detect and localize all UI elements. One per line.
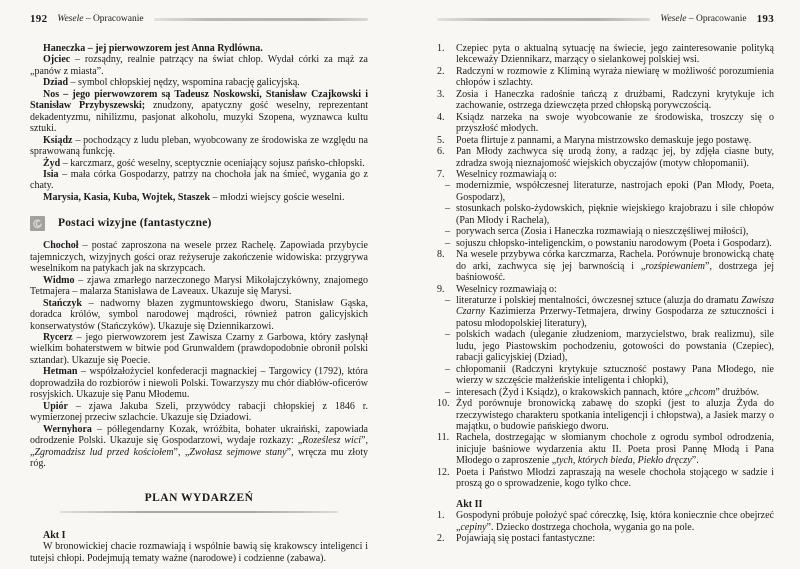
list-item [437, 467, 774, 490]
character-paragraph: Nos – jego pierwowzorem są Tadeusz Noskowski, Stanisław Czajkowski i Stanisław Przybyszewski; znudzony, apatyczny gość weselny, reprezentant dekadentyzmu, nihilizmu, pasjonat alkoholu, muzyki Szopena, wyznawca kultu sztuki. [30, 88, 368, 135]
left-body [30, 43, 368, 564]
list-text: Rachela, dostrzegając w słomianym chochole z ogrodu symbol odrodzenia, inicjuje baśniowe wydarzenia aktu II. Poeta prosi Pannę Młodą i Pana Młodego o zaproszenie „tych, których bieda, Piekło dręczy”. [456, 432, 774, 467]
list-marker: 10. [437, 398, 450, 410]
list-text: Poeta i Państwo Młodzi zapraszają na wesele chochoła stojącego w sadzie i proszą go o sprowadzenie, kogo tylko chce. [456, 466, 774, 490]
list-text: literaturze i polskiej mentalności, ówczesnej sztuce (aluzja do dramatu Zawisza Czarny Kazimierza Przerwy-Tetmajera, drwiny Gospodarza ze sztuczności i patosu młodopolskiej literatury), [456, 294, 774, 329]
list-item [437, 146, 774, 169]
list-item [437, 284, 774, 295]
running-title: Wesele – Opracowanie [57, 14, 144, 24]
list-text: Weselnicy rozmawiają o: [456, 283, 557, 295]
list-text: Na wesele przybywa córka karczmarza, Rachela. Porównuje bronowicką chatę do arki, zachwyca się jej barwnością i „rozśpiewaniem”, dostrzega jej baśniowość. [456, 249, 774, 284]
character-paragraph: Haneczka – jej pierwowzorem jest Anna Rydlówna. [43, 43, 263, 54]
list-marker: 11. [437, 432, 450, 444]
list-item [437, 226, 774, 237]
section-title: Postaci wizyjne (fantastyczne) [58, 217, 212, 230]
vision-paragraph: Wernyhora – półlegendarny Kozak, wróżbita, bohater ukraiński, zapowiada odrodzenie Polski. Ukazuje się Gospodarzowi, wydaje rozkazy: „Roześlesz wici”, „Zgromadzisz lud przed kościołem”, „Zwołasz sejmowe stany”, wręcza mu złoty róg. [30, 423, 368, 469]
list-marker: 3. [437, 88, 445, 100]
vision-paragraph: Rycerz – jego pierwowzorem jest Zawisza Czarny z Garbowa, który zasłynął wielkim bohaterstwem w bitwie pod Grunwaldem (prawdopodobnie obronił polski sztandar). Ukazuje się Poecie. [30, 331, 368, 366]
character-paragraph: Marysia, Kasia, Kuba, Wojtek, Staszek – młodzi wiejscy goście weselni. [43, 191, 345, 203]
list-item [437, 89, 774, 112]
act1-text: W bronowickiej chacie rozmawiają i wspólnie bawią się krakowscy inteligenci i tutejsi chłopi. Podejmują tematy ważne (narodowe) i codzienne (zabawa). [30, 541, 368, 564]
list-text: modernizmie, współczesnej literaturze, nastrojach epoki (Pan Młody, Poeta, Gospodarz), [456, 180, 774, 203]
list-text: Weselnicy rozmawiają o: [456, 168, 557, 180]
list-item [437, 180, 774, 203]
list-item [437, 43, 774, 66]
list-marker: 4. [437, 111, 445, 123]
list-text: Akt II [456, 498, 483, 510]
section-header [30, 216, 368, 231]
page-number: 193 [756, 13, 774, 25]
list-item [437, 499, 774, 510]
list-text: Zosia i Haneczka radośnie tańczą z drużbami, Radczyni krytykuje ich zachowanie, ostrzega dziewczęta przed chłopską porywczością. [456, 88, 774, 112]
act1-heading: Akt I [43, 529, 66, 541]
plan-heading: PLAN WYDARZEŃ [144, 492, 254, 505]
vision-paragraph: Widmo – zjawa zmarłego narzeczonego Marysi Mikołajczykówny, znajomego Tetmajera – malarza Stanisława de Laveaux. Ukazuje się Marysi. [30, 274, 368, 298]
list-item [437, 112, 774, 135]
list-item [437, 238, 774, 249]
vision-paragraph: Chochoł – postać zaproszona na wesele przez Rachelę. Zapowiada przybycie tajemniczych, wizyjnych gości oraz reżyseruje zakończenie widowiska: przygrywa weselnikom na patykach jak na skrzypcach. [30, 240, 368, 275]
list-text: Pan Młody zachwyca się urodą żony, a radząc jej, by zdjęła ciasne buty, zdradza swoją nieznajomość wiejskich obyczajów (motyw chłopomanii). [456, 146, 774, 169]
list-marker: 12. [437, 466, 450, 478]
list-text: stosunkach polsko-żydowskich, pięknie wiejskiego krajobrazu i sile chłopów (Pan Młody i Rachela), [456, 203, 774, 226]
page-header-right [437, 12, 774, 26]
list-text: interesach (Żyd i Ksiądz), o krakowskich pannach, które „chcom” drużbów. [456, 386, 760, 398]
list-item [437, 398, 774, 432]
character-paragraph: Isia – mała córka Gospodarzy, patrzy na chochoła jak na śmieć, wygania go z chaty. [30, 168, 368, 192]
running-title: Wesele – Opracowanie [660, 14, 747, 24]
list-marker: – [445, 203, 450, 215]
ornament-icon [30, 216, 45, 231]
list-item [437, 249, 774, 283]
vision-paragraph: Upiór – zjawa Jakuba Szeli, przywódcy rabacji chłopskiej z 1846 r. wymierzonej przeciw szlachcie. Ukazuje się Dziadowi. [30, 400, 368, 424]
list-item [437, 66, 774, 89]
list-text: Pojawiają się postaci fantastyczne: [456, 533, 596, 545]
list-item [437, 387, 774, 398]
vision-character-list [30, 240, 368, 469]
list-marker: 6. [437, 146, 445, 158]
list-marker: 1. [437, 43, 445, 54]
list-item [437, 533, 774, 544]
vision-paragraph: Stańczyk – nadworny błazen zygmuntowskiego dworu, Stanisław Gąska, doradca królów, symbol narodowej mądrości, również patron galicyjskich konserwatystów (Stańczyków). Ukazuje się Dziennikarzowi. [30, 297, 368, 332]
list-marker: – [445, 386, 450, 398]
list-marker: 7. [437, 168, 445, 180]
plan-wydarzen-block [30, 493, 368, 512]
list-text: Żyd porównuje bronowicką zabawę do szopki (jest to aluzja Żyda do rzeczywistego charakteru spotkania inteligencji i chłopstwa), a Jasiek marzy o majątku, o budowie pańskiego dworu. [456, 398, 774, 432]
list-marker: – [445, 329, 450, 341]
list-marker: – [445, 363, 450, 375]
header-rule [437, 18, 650, 21]
list-marker [437, 499, 456, 510]
list-text: Radczyni w rozmowie z Kliminą wyraża niewiarę w możliwość porozumienia chłopów i szlachty. [456, 65, 774, 89]
event-plan-list [437, 43, 774, 544]
character-paragraph: Ojciec – rozsądny, realnie patrzący na świat chłop. Wydał córki za mąż za „panów z miasta”. [30, 54, 368, 77]
list-item [437, 510, 774, 533]
list-marker: 1. [437, 510, 445, 522]
list-item [437, 329, 774, 363]
list-item [437, 203, 774, 226]
page-left [30, 12, 368, 564]
list-item [437, 135, 774, 146]
list-item [437, 432, 774, 466]
list-text: chłopomanii (Radczyni krytykuje sztuczność postawy Pana Młodego, nie wierzy w szczęście małżeńskie inteligenta i chłopki), [456, 363, 774, 387]
header-rule [154, 18, 368, 21]
list-text: porywach serca (Zosia i Haneczka rozmawiają o nieszczęśliwej miłości), [456, 226, 749, 238]
list-marker: 2. [437, 65, 445, 77]
list-item [437, 169, 774, 180]
list-text: sojuszu chłopsko-inteligenckim, o powstaniu narodowym (Poeta i Gospodarz). [456, 237, 772, 249]
plan-rule [60, 511, 337, 513]
page-number: 192 [30, 13, 48, 25]
list-text: Poeta flirtuje z pannami, a Maryna mistrzowsko demaskuje jego postawę. [456, 134, 752, 146]
list-marker: – [445, 180, 450, 192]
list-marker: – [445, 237, 450, 249]
list-marker: 5. [437, 134, 445, 146]
list-marker: – [445, 294, 450, 306]
page-right [437, 12, 774, 544]
character-paragraph: Żyd – karczmarz, gość weselny, sceptycznie oceniający sojusz pańsko-chłopski. [43, 157, 365, 169]
character-list [30, 43, 368, 203]
list-text: Gospodyni próbuje położyć spać córeczkę, Isię, która koniecznie chce obejrzeć „cepiny”. Dziecko dostrzega chochoła, wygania go na pole. [456, 510, 774, 533]
list-item [437, 364, 774, 387]
character-paragraph: Dziad – symbol chłopskiej nędzy, wspomina rabację galicyjską. [43, 77, 300, 89]
list-marker: – [445, 226, 450, 238]
list-text: Czepiec pyta o aktualną sytuację na świecie, jego zainteresowanie polityką lekceważy Dziennikarz, marzący o sielankowej polskiej wsi. [456, 43, 774, 66]
list-marker: 9. [437, 283, 445, 295]
page-header-left [30, 12, 368, 26]
list-marker: 8. [437, 249, 445, 261]
list-item [437, 295, 774, 329]
list-text: polskich wadach (uleganie złudzeniom, marzycielstwo, brak realizmu), sile ludu, jego Piastowskim pochodzeniu, gotowości do powstania (Czepiec), rabacji galicyjskiej (Dziad), [456, 329, 774, 364]
vision-paragraph: Hetman – współzałożyciel konfederacji magnackiej – Targowicy (1792), która doprowadziła do rozbiorów i niewoli Polski. Towarzyszy mu chór diabłów-oficerów rosyjskich. Ukazuje się Panu Młodemu. [30, 366, 368, 401]
list-marker: 2. [437, 533, 445, 545]
character-paragraph: Ksiądz – pochodzący z ludu pleban, wyobcowany ze środowiska ze względu na sprawowaną funkcję. [30, 134, 368, 158]
list-text: Ksiądz narzeka na swoje wyobcowanie ze środowiska, troszczy się o przyszłość młodych. [456, 111, 774, 135]
